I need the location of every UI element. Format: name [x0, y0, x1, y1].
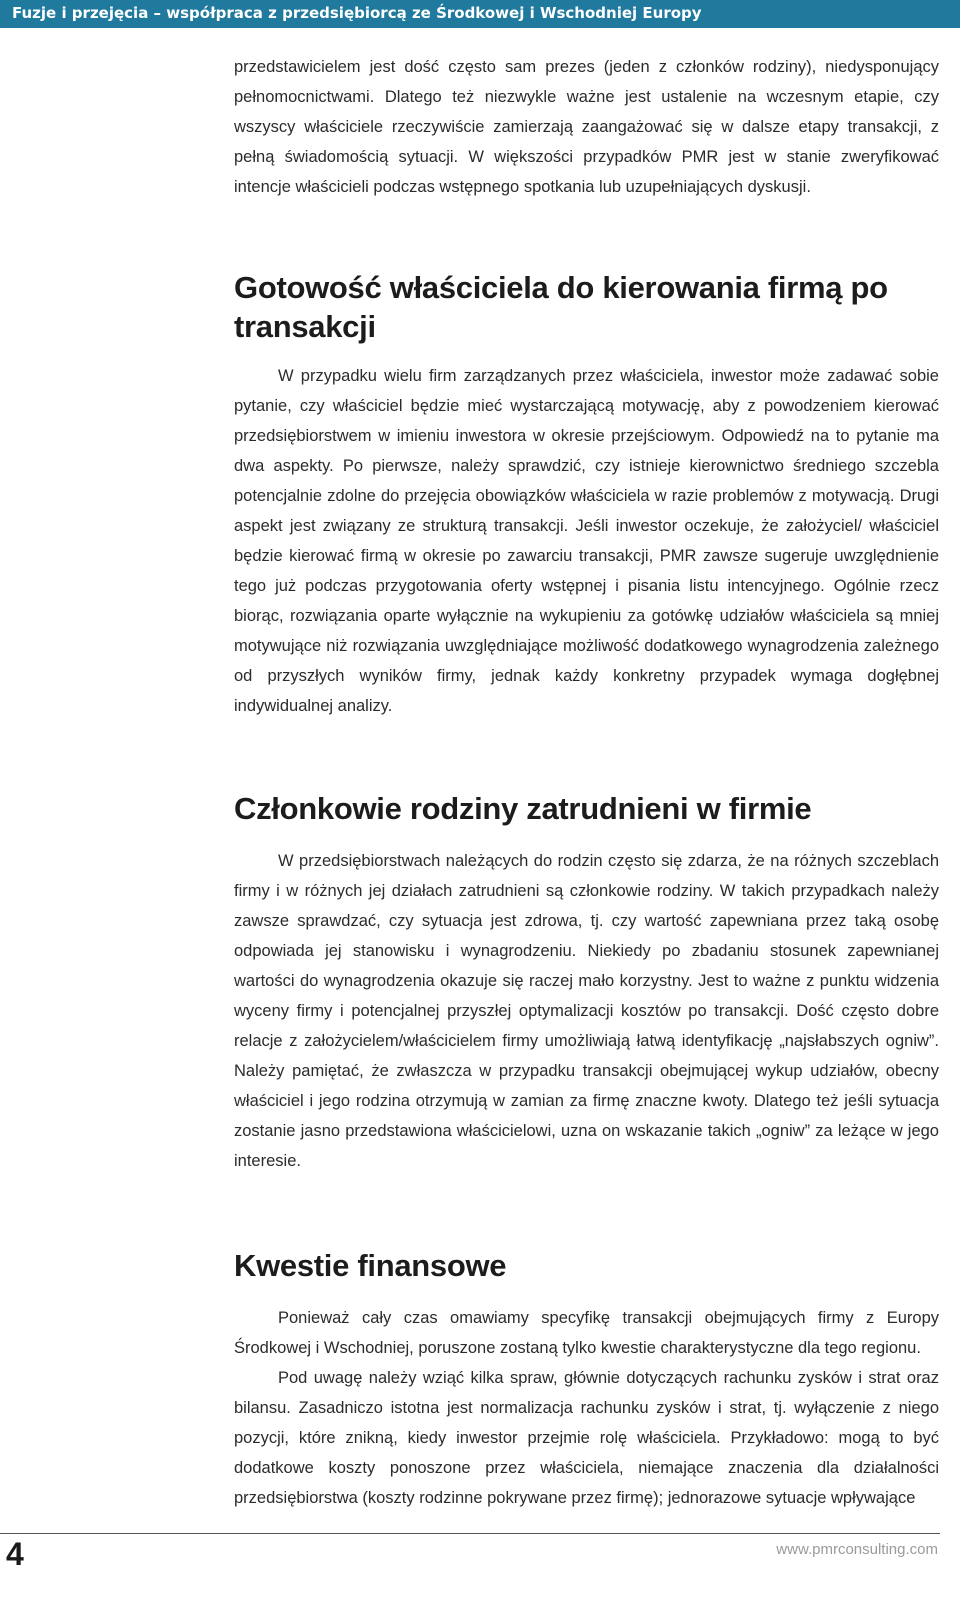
footer-url-link[interactable]: www.pmrconsulting.com — [776, 1541, 938, 1558]
section-heading-financial-issues: Kwestie finansowe — [234, 1248, 507, 1283]
section-heading-owner-readiness: Gotowość właściciela do kierowania firmą po transakcji — [234, 270, 888, 344]
section-financial-issues-paragraph-2: Pod uwagę należy wziąć kilka spraw, głównie dotyczących rachunku zysków i strat oraz bilansu. Zasadniczo istotna jest normalizacja rachunku zysków i strat, tj. wyłączenie z niego pozycji, które znikną, kiedy inwestor przejmie rolę właściciela. Przykładowo: mogą to być dodatkowe koszty ponoszone przez właściciela, niemające znaczenia dla działalności przedsiębiorstwa (koszty rodzinne pokrywane przez firmę); jednorazowe sytuacje wpływające — [234, 1369, 939, 1507]
section-family-members-paragraph: W przedsiębiorstwach należących do rodzin często się zdarza, że na różnych szczeblach firmy i w różnych jej działach zatrudnieni są członkowie rodziny. W takich przypadkach należy zawsze sprawdzać, czy sytuacja jest zdrowa, tj. czy wartość zapewniana przez taką osobę odpowiada jej stanowisku i wynagrodzeniu. Niekiedy po zbadaniu stosunek zapewnianej wartości do wynagrodzenia okazuje się raczej mało korzystny. Jest to ważne z punktu widzenia wyceny firmy i potencjalnej przyszłej optymalizacji kosztów po transakcji. Dość często dobre relacje z założycielem/właścicielem firmy umożliwiają łatwą identyfikację „najsłabszych ogniw”. Należy pamiętać, że zwłaszcza w przypadku transakcji obejmującej wykup udziałów, obecny właściciel i jego rodzina otrzymują w zamian za firmę znaczne kwoty. Dlatego też jeśli sytuacja zostanie jasno przedstawiona właścicielowi, uzna on wskazanie takich „ogniw” za leżące w jego interesie. — [234, 852, 939, 1170]
page-number: 4 — [6, 1536, 24, 1572]
section-owner-readiness-paragraph: W przypadku wielu firm zarządzanych przez właściciela, inwestor może zadawać sobie pytanie, czy właściciel będzie mieć wystarczającą motywację, aby z powodzeniem kierować przedsiębiorstwem w imieniu inwestora w okresie przejściowym. Odpowiedź na to pytanie ma dwa aspekty. Po pierwsze, należy sprawdzić, czy istnieje kierownictwo średniego szczebla potencjalnie zdolne do przejęcia obowiązków właściciela w razie problemów z motywacją. Drugi aspekt jest związany ze strukturą transakcji. Jeśli inwestor oczekuje, że założyciel/ właściciel będzie kierować firmą w okresie po zawarciu transakcji, PMR zawsze sugeruje uwzględnienie tego już podczas przygotowania oferty wstępnej i pisania listu intencyjnego. Ogólnie rzecz biorąc, rozwiązania oparte wyłącznie na wykupieniu za gotówkę udziałów właściciela są mniej motywujące niż rozwiązania uwzględniające możliwość dodatkowego wynagrodzenia zależnego od przyszłych wyników firmy, jednak każdy konkretny przypadek wymaga dogłębnej indywidualnej analizy. — [234, 367, 939, 715]
footer-divider — [0, 1533, 940, 1534]
section-heading-family-members: Członkowie rodziny zatrudnieni w firmie — [234, 791, 812, 826]
page-content — [234, 52, 939, 1513]
running-header-title: Fuzje i przejęcia – współpraca z przedsiębiorcą ze Środkowej i Wschodniej Europy — [12, 4, 702, 22]
section-financial-issues-paragraph-1: Ponieważ cały czas omawiamy specyfikę transakcji obejmujących firmy z Europy Środkowej i Wschodniej, poruszone zostaną tylko kwestie charakterystyczne dla tego regionu. — [234, 1309, 939, 1357]
header-bar — [0, 0, 960, 28]
intro-paragraph: przedstawicielem jest dość często sam prezes (jeden z członków rodziny), niedysponujący pełnomocnictwami. Dlatego też niezwykle ważne jest ustalenie na wczesnym etapie, czy wszyscy właściciele rzeczywiście zamierzają zaangażować się w dalsze etapy transakcji, z pełną świadomością sytuacji. W większości przypadków PMR jest w stanie zweryfikować intencje właścicieli podczas wstępnego spotkania lub uzupełniających dyskusji. — [234, 58, 939, 196]
